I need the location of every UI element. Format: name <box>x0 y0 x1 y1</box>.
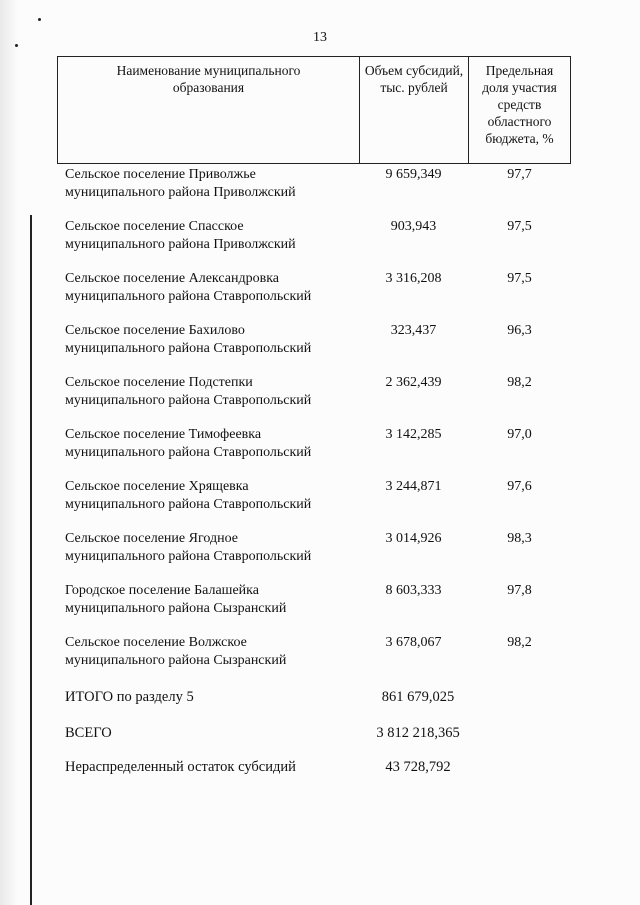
row-volume: 3 142,285 <box>385 427 442 442</box>
table-row <box>57 218 571 270</box>
row-share: 98,2 <box>507 635 532 650</box>
row-name: Сельское поселение Бахилово муниципального района Ставропольский <box>65 323 312 356</box>
row-share: 97,7 <box>507 167 532 182</box>
summary-row-unallocated <box>57 758 477 776</box>
row-name: Сельское поселение Хрящевка муниципального района Ставропольский <box>65 479 312 512</box>
row-share: 98,3 <box>507 531 532 546</box>
row-volume: 3 244,871 <box>385 479 442 494</box>
table-header <box>57 56 571 164</box>
table-row <box>57 426 571 478</box>
row-share: 97,5 <box>507 271 532 286</box>
summary-row-grand-total <box>57 724 477 742</box>
row-volume: 9 659,349 <box>385 167 442 182</box>
table-row <box>57 166 571 218</box>
row-share: 97,0 <box>507 427 532 442</box>
scan-speck <box>38 18 41 21</box>
row-name: Сельское поселение Тимофеевка муниципального района Ставропольский <box>65 427 312 460</box>
scan-border-line <box>30 215 32 905</box>
row-name: Городское поселение Балашейка муниципального района Сызранский <box>65 583 287 616</box>
table-row <box>57 530 571 582</box>
table-row <box>57 270 571 322</box>
row-name: Сельское поселение Спасское муниципального района Приволжский <box>65 219 296 252</box>
table-row <box>57 582 571 634</box>
summary-value: 3 812 218,365 <box>376 725 460 741</box>
row-name: Сельское поселение Приволжье муниципального района Приволжский <box>65 167 296 200</box>
summary-row-section-total <box>57 688 477 706</box>
row-volume: 3 014,926 <box>385 531 442 546</box>
row-name: Сельское поселение Ягодное муниципального района Ставропольский <box>65 531 312 564</box>
row-volume: 903,943 <box>390 219 437 234</box>
page-number: 13 <box>313 30 327 45</box>
header-share: Предельная доля участия средств областного бюджета, % <box>482 63 557 146</box>
row-name: Сельское поселение Подстепки муниципального района Ставропольский <box>65 375 312 408</box>
scan-edge-shadow <box>0 0 18 905</box>
summary-label: Нераспределенный остаток субсидий <box>65 759 296 775</box>
table-row <box>57 374 571 426</box>
row-volume: 3 678,067 <box>385 635 442 650</box>
row-volume: 8 603,333 <box>385 583 442 598</box>
header-name: Наименование муниципального образования <box>58 57 360 163</box>
summary-value: 861 679,025 <box>381 689 455 705</box>
table-row <box>57 634 571 686</box>
table-row <box>57 478 571 530</box>
summary-label: ИТОГО по разделу 5 <box>65 689 194 705</box>
table-body <box>57 166 571 686</box>
row-volume: 3 316,208 <box>385 271 442 286</box>
row-share: 97,8 <box>507 583 532 598</box>
row-share: 96,3 <box>507 323 532 338</box>
row-name: Сельское поселение Волжское муниципального района Сызранский <box>65 635 287 668</box>
summary-value: 43 728,792 <box>385 759 451 775</box>
row-name: Сельское поселение Александровка муниципального района Ставропольский <box>65 271 312 304</box>
summary-label: ВСЕГО <box>65 725 112 741</box>
row-share: 97,6 <box>507 479 532 494</box>
row-share: 97,5 <box>507 219 532 234</box>
header-volume: Объем субсидий, тыс. рублей <box>360 57 469 163</box>
row-share: 98,2 <box>507 375 532 390</box>
row-volume: 323,437 <box>390 323 437 338</box>
row-volume: 2 362,439 <box>385 375 442 390</box>
table-row <box>57 322 571 374</box>
